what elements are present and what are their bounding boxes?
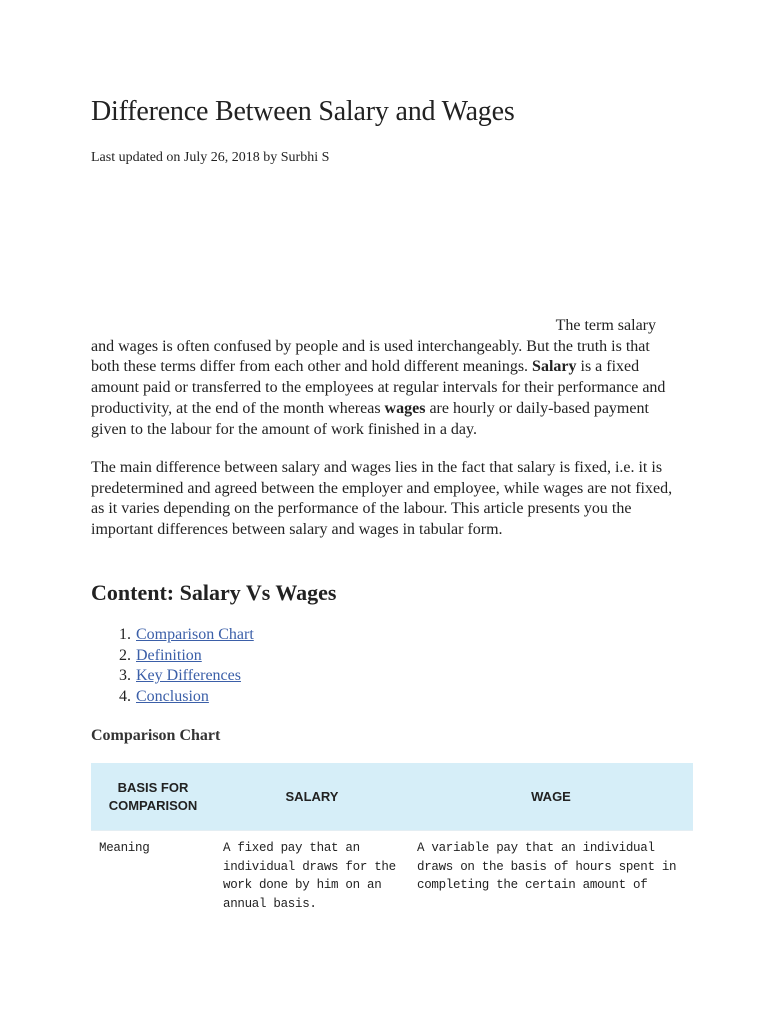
table-row: [91, 831, 693, 922]
comparison-table: [91, 763, 693, 921]
toc-link-definition[interactable]: Definition: [136, 646, 202, 664]
toc-item: [135, 666, 254, 687]
intro-paragraph: [91, 316, 681, 440]
intro-text-3: are hourly or daily-based payment given to the labour for the amount of work finished in a day.: [91, 399, 649, 438]
toc-item: [135, 687, 254, 708]
table-header-row: [91, 763, 693, 831]
intro-text-1: and wages is often confused by people and is used interchangeably. But the truth is that both these terms differ from each other and hold different meanings.: [91, 337, 650, 376]
toc-link-key-differences[interactable]: Key Differences: [136, 667, 241, 685]
content-heading: Content: Salary Vs Wages: [91, 580, 337, 605]
page-title: Difference Between Salary and Wages: [91, 96, 515, 127]
comparison-chart-label: Comparison Chart: [91, 727, 221, 744]
toc-link-conclusion[interactable]: Conclusion: [136, 688, 209, 706]
cell-basis: Meaning: [99, 841, 150, 855]
header-basis: BASIS FOR COMPARISON: [91, 763, 215, 831]
term-salary: Salary: [532, 358, 577, 376]
intro-lead: The term salary: [555, 317, 656, 334]
toc-link-comparison-chart[interactable]: Comparison Chart: [136, 626, 254, 643]
header-wage: WAGE: [409, 763, 693, 831]
toc-item: [135, 625, 254, 646]
difference-paragraph: The main difference between salary and wages lies in the fact that salary is fixed, i.e. it is predetermined and agreed between the employer and employee, while wages are not fixed, as it varies depending on the performance of the labour. This article presents you the important differences between salary and wages in tabular form.: [91, 459, 673, 539]
intro-text-2: is a fixed amount paid or transferred to the employees at regular intervals for their performance and productivity, at the end of the month whereas: [91, 358, 666, 417]
cell-wage: A variable pay that an individual draws on the basis of hours spent in completing the certain amount of: [417, 841, 677, 892]
header-salary: SALARY: [215, 763, 409, 831]
table-of-contents: [91, 625, 254, 708]
cell-salary: A fixed pay that an individual draws for the work done by him on an annual basis.: [223, 841, 396, 911]
toc-item: [135, 646, 254, 667]
post-meta: Last updated on July 26, 2018 by Surbhi S: [91, 150, 330, 165]
term-wages: wages: [384, 399, 426, 417]
